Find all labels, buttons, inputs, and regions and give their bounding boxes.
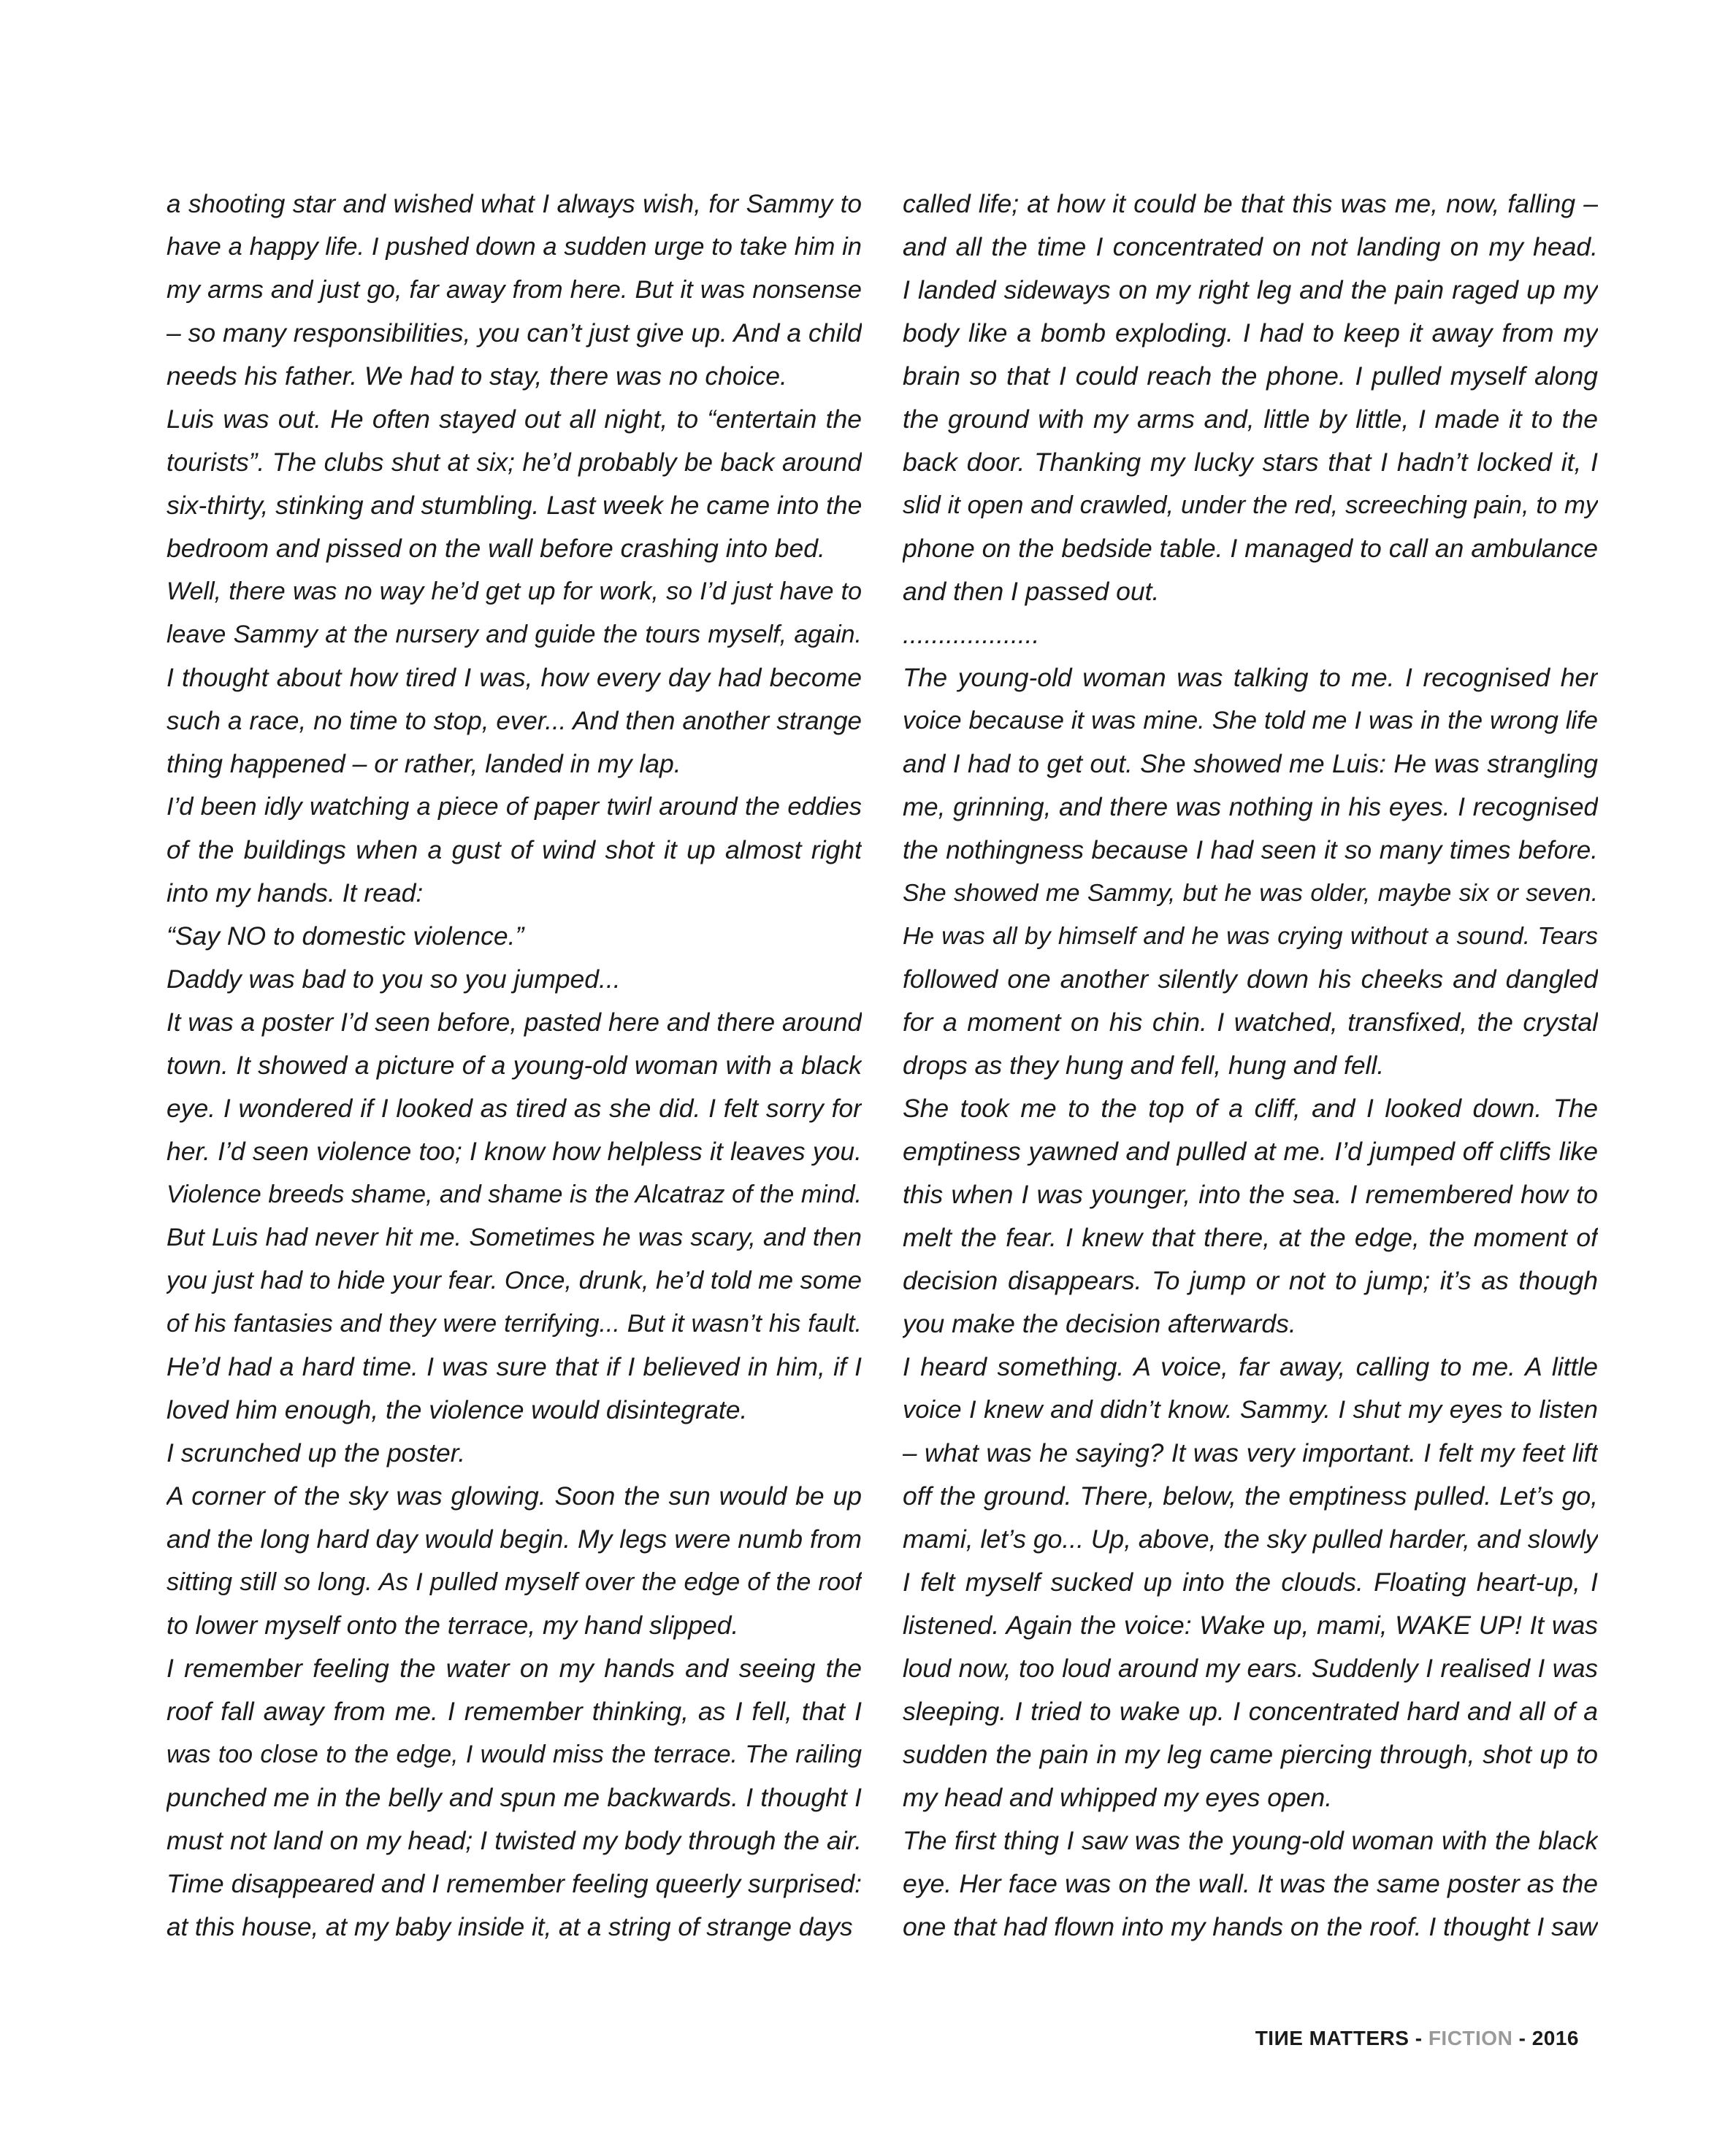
left-column-line: eye. I wondered if I looked as tired as she did. I felt sorry for xyxy=(167,1094,862,1123)
left-column-line: “Say NO to domestic violence.” xyxy=(167,921,524,951)
right-column-line: one that had flown into my hands on the roof. I thought I saw xyxy=(903,1912,1598,1941)
section-name: FICTION xyxy=(1428,2027,1513,2049)
right-column-line: I landed sideways on my right leg and the pain raged up my xyxy=(903,275,1598,304)
left-column-line: Well, there was no way he’d get up for work, so I’d just have to xyxy=(167,578,862,605)
left-column-line: have a happy life. I pushed down a sudden urge to take him in xyxy=(167,233,862,261)
right-column-line: She showed me Sammy, but he was older, maybe six or seven. xyxy=(903,880,1598,907)
left-column-line: loved him enough, the violence would disintegrate. xyxy=(167,1395,748,1424)
left-column-line: It was a poster I’d seen before, pasted here and there around xyxy=(167,1008,862,1037)
left-column-line: I remember feeling the water on my hands and seeing the xyxy=(167,1654,862,1683)
left-column-line: into my hands. It read: xyxy=(167,878,424,908)
issue-year: 2016 xyxy=(1531,2027,1579,2049)
left-column-line: Daddy was bad to you so you jumped... xyxy=(167,964,621,994)
right-column-line: followed one another silently down his cheeks and dangled xyxy=(903,964,1598,994)
right-column-line: drops as they hung and fell, hung and fell. xyxy=(903,1051,1385,1080)
left-column-line: such a race, no time to stop, ever... And then another strange xyxy=(167,707,862,735)
left-column-line: of his fantasies and they were terrifying... But it wasn’t his fault. xyxy=(167,1310,862,1338)
left-column-line: Violence breeds shame, and shame is the Alcatraz of the mind. xyxy=(167,1181,862,1208)
right-column-line: brain so that I could reach the phone. I pulled myself along xyxy=(903,361,1598,391)
right-column-line: slid it open and crawled, under the red, screeching pain, to my xyxy=(903,491,1598,519)
right-column-line: my head and whipped my eyes open. xyxy=(903,1783,1333,1812)
left-column-line: and the long hard day would begin. My legs were numb from xyxy=(167,1524,862,1554)
right-column-line: called life; at how it could be that this was me, now, falling – xyxy=(903,189,1598,218)
right-column-line: decision disappears. To jump or not to jump; it’s as though xyxy=(903,1266,1598,1295)
footer-separator: - xyxy=(1512,2027,1532,2049)
right-column-line: The first thing I saw was the young-old woman with the black xyxy=(903,1827,1598,1855)
right-column-line: melt the fear. I knew that there, at the edge, the moment of xyxy=(903,1223,1598,1252)
right-column-line: eye. Her face was on the wall. It was the same poster as the xyxy=(903,1869,1598,1898)
right-column-line: The young-old woman was talking to me. I recognised her xyxy=(903,663,1598,692)
right-column-line: She took me to the top of a cliff, and I looked down. The xyxy=(903,1094,1598,1123)
right-text-column xyxy=(903,183,1598,1949)
left-column-line: bedroom and pissed on the wall before crashing into bed. xyxy=(167,534,825,563)
left-column-line: needs his father. We had to stay, there was no choice. xyxy=(167,361,787,391)
right-column-line: the ground with my arms and, little by little, I made it to the xyxy=(903,404,1598,434)
right-column-line: ................... xyxy=(903,620,1040,649)
right-column-line: I felt myself sucked up into the clouds. Floating heart-up, I xyxy=(903,1568,1598,1597)
right-column-line: and all the time I concentrated on not landing on my head. xyxy=(903,232,1598,261)
left-column-line: – so many responsibilities, you can’t just give up. And a child xyxy=(167,318,862,348)
left-column-line: to lower myself onto the terrace, my hand slipped. xyxy=(167,1611,739,1640)
left-column-line: you just had to hide your fear. Once, drunk, he’d told me some xyxy=(167,1267,862,1294)
left-column-line: was too close to the edge, I would miss the terrace. The railing xyxy=(167,1741,862,1768)
left-column-line: at this house, at my baby inside it, at a string of strange days xyxy=(167,1913,853,1941)
right-column-line: back door. Thanking my lucky stars that I hadn’t locked it, I xyxy=(903,448,1598,477)
right-column-line: sleeping. I tried to wake up. I concentrated hard and all of a xyxy=(903,1697,1598,1726)
left-column-line: But Luis had never hit me. Sometimes he was scary, and then xyxy=(167,1224,862,1251)
left-column-line: He’d had a hard time. I was sure that if I believed in him, if I xyxy=(167,1352,862,1381)
right-column-line: He was all by himself and he was crying without a sound. Tears xyxy=(903,923,1598,950)
left-column-line: of the buildings when a gust of wind shot it up almost right xyxy=(167,835,862,864)
right-column-line: this when I was younger, into the sea. I remembered how to xyxy=(903,1180,1598,1209)
right-column-line: and then I passed out. xyxy=(903,577,1160,606)
right-column-line: emptiness yawned and pulled at me. I’d jumped off cliffs like xyxy=(903,1137,1598,1166)
right-column-line: and I had to get out. She showed me Luis: He was strangling xyxy=(903,750,1598,778)
left-column-line: my arms and just go, far away from here. But it was nonsense xyxy=(167,276,862,304)
right-column-line: sudden the pain in my leg came piercing through, shot up to xyxy=(903,1740,1598,1769)
right-column-line: the nothingness because I had seen it so many times before. xyxy=(903,836,1598,864)
left-column-line: I scrunched up the poster. xyxy=(167,1438,466,1468)
left-column-line: thing happened – or rather, landed in my lap. xyxy=(167,749,681,778)
left-column-line: A corner of the sky was glowing. Soon the sun would be up xyxy=(167,1481,862,1511)
left-column-line: Luis was out. He often stayed out all night, to “entertain the xyxy=(167,404,862,434)
right-column-line: loud now, too loud around my ears. Suddenly I realised I was xyxy=(903,1654,1598,1683)
right-column-line: me, grinning, and there was nothing in his eyes. I recognised xyxy=(903,793,1598,821)
left-column-line: sitting still so long. As I pulled myself over the edge of the roof xyxy=(167,1568,862,1596)
left-column-line: leave Sammy at the nursery and guide the tours myself, again. xyxy=(167,621,862,648)
right-column-line: for a moment on his chin. I watched, transfixed, the crystal xyxy=(903,1008,1598,1037)
page-footer xyxy=(1255,2027,1579,2050)
left-column-line: punched me in the belly and spun me backwards. I thought I xyxy=(167,1783,862,1812)
left-column-line: must not land on my head; I twisted my body through the air. xyxy=(167,1826,862,1855)
right-column-line: – what was he saying? It was very important. I felt my feet lift xyxy=(903,1439,1598,1468)
footer-separator: - xyxy=(1409,2027,1428,2049)
left-column-line: six-thirty, stinking and stumbling. Last week he came into the xyxy=(167,491,862,520)
right-column-line: off the ground. There, below, the emptiness pulled. Let’s go, xyxy=(903,1481,1598,1511)
left-column-line: I’d been idly watching a piece of paper twirl around the eddies xyxy=(167,793,862,821)
right-column-line: voice because it was mine. She told me I was in the wrong life xyxy=(903,707,1598,734)
left-column-line: roof fall away from me. I remember thinking, as I fell, that I xyxy=(167,1697,862,1726)
left-column-line: I thought about how tired I was, how every day had become xyxy=(167,663,862,692)
right-column-line: I heard something. A voice, far away, calling to me. A little xyxy=(903,1352,1598,1381)
right-column-line: voice I knew and didn’t know. Sammy. I shut my eyes to listen xyxy=(903,1396,1598,1424)
left-column-line: her. I’d seen violence too; I know how helpless it leaves you. xyxy=(167,1137,862,1166)
right-column-line: you make the decision afterwards. xyxy=(903,1309,1296,1338)
publication-name: TIИE MATTERS xyxy=(1255,2027,1410,2049)
right-column-line: phone on the bedside table. I managed to call an ambulance xyxy=(903,534,1598,563)
left-column-line: a shooting star and wished what I always wish, for Sammy to xyxy=(167,190,862,218)
left-column-line: tourists”. The clubs shut at six; he’d probably be back around xyxy=(167,448,862,477)
left-column-line: town. It showed a picture of a young-old woman with a black xyxy=(167,1051,862,1080)
right-column-line: mami, let’s go... Up, above, the sky pulled harder, and slowly xyxy=(903,1524,1598,1554)
right-column-line: body like a bomb exploding. I had to keep it away from my xyxy=(903,318,1598,348)
right-column-line: listened. Again the voice: Wake up, mami, WAKE UP! It was xyxy=(903,1611,1598,1640)
left-column-line: Time disappeared and I remember feeling queerly surprised: xyxy=(167,1869,862,1898)
left-text-column xyxy=(167,183,862,1949)
